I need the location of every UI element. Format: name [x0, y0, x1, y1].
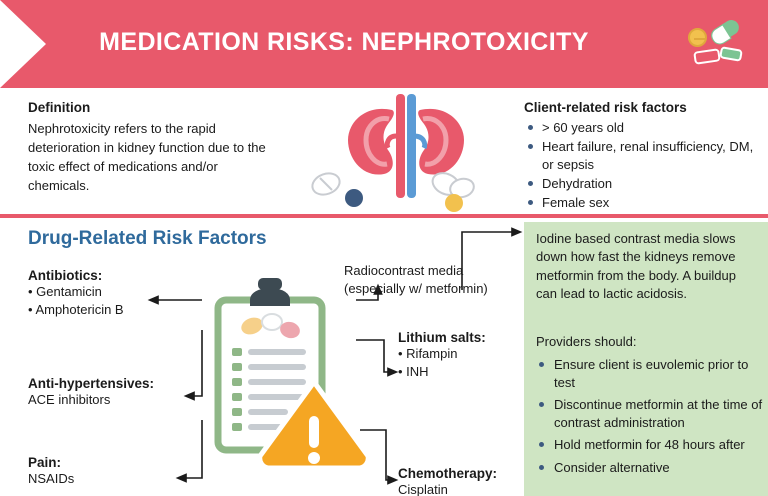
- client-risk-list: [524, 119, 754, 211]
- pills-illustration: [686, 22, 746, 68]
- drug-group-anti-hypertensives: [28, 376, 198, 409]
- header-arrow-shape: [0, 0, 46, 88]
- definition-title: Definition: [28, 100, 91, 115]
- capsule-pill-icon: [708, 17, 741, 46]
- drug-group-pain: [28, 455, 178, 488]
- list-item: Female sex: [524, 194, 754, 211]
- group-item: • Amphotericin B: [28, 301, 124, 317]
- kidney-anatomy-illustration: [296, 88, 516, 214]
- group-title: Lithium salts:: [398, 330, 486, 345]
- group-item: • INH: [398, 363, 429, 379]
- clipboard-checklist-illustration: [196, 278, 376, 468]
- client-risk-title: Client-related risk factors: [524, 100, 687, 115]
- round-pill-icon: [688, 28, 707, 47]
- top-band: [0, 88, 768, 218]
- metformin-contrast-panel: [524, 222, 768, 496]
- client-risk-block: [524, 100, 754, 213]
- group-title: Radiocontrast media: [344, 263, 464, 278]
- green-panel-note: Iodine based contrast media slows down how fast the kidneys remove metformin from the body. A buildup can lead to lactic acidosis.: [536, 231, 736, 302]
- group-item: NSAIDs: [28, 471, 75, 486]
- tablet-pill-icon: [693, 48, 721, 64]
- group-title: Chemotherapy:: [398, 466, 498, 481]
- section-title: Drug-Related Risk Factors: [28, 228, 267, 249]
- group-item: • Rifampin: [398, 346, 458, 361]
- page-title: MEDICATION RISKS: NEPHROTOXICITY: [99, 28, 589, 56]
- page-header: [0, 0, 768, 88]
- group-title: Anti-hypertensives:: [28, 376, 155, 391]
- list-item: Dehydration: [524, 175, 754, 192]
- group-title: Antibiotics:: [28, 268, 103, 283]
- list-item: Heart failure, renal insufficiency, DM, or sepsis: [524, 138, 754, 173]
- green-panel-list: [536, 356, 764, 481]
- list-item: Discontinue metformin at the time of contrast administration: [536, 396, 764, 431]
- group-title: Pain:: [28, 455, 62, 470]
- tablet-pill-icon-2: [719, 46, 743, 62]
- green-panel-providers-title: Providers should:: [536, 334, 637, 349]
- drug-group-lithium-salts: [398, 330, 538, 381]
- list-item: Consider alternative: [536, 459, 764, 477]
- list-item: Hold metformin for 48 hours after: [536, 436, 764, 454]
- drug-group-chemotherapy: [398, 466, 548, 496]
- list-item: > 60 years old: [524, 119, 754, 136]
- drug-group-antibiotics: [28, 268, 178, 319]
- group-item: • Gentamicin: [28, 284, 102, 299]
- list-item: Ensure client is euvolemic prior to test: [536, 356, 764, 391]
- definition-body: Nephrotoxicity refers to the rapid deterioration in kidney function due to the toxic effect of medications and/or chemicals.: [28, 121, 266, 193]
- group-item: (especially w/ metformin): [344, 280, 488, 296]
- group-item: ACE inhibitors: [28, 392, 111, 407]
- group-item: Cisplatin: [398, 482, 448, 496]
- definition-block: [28, 100, 278, 195]
